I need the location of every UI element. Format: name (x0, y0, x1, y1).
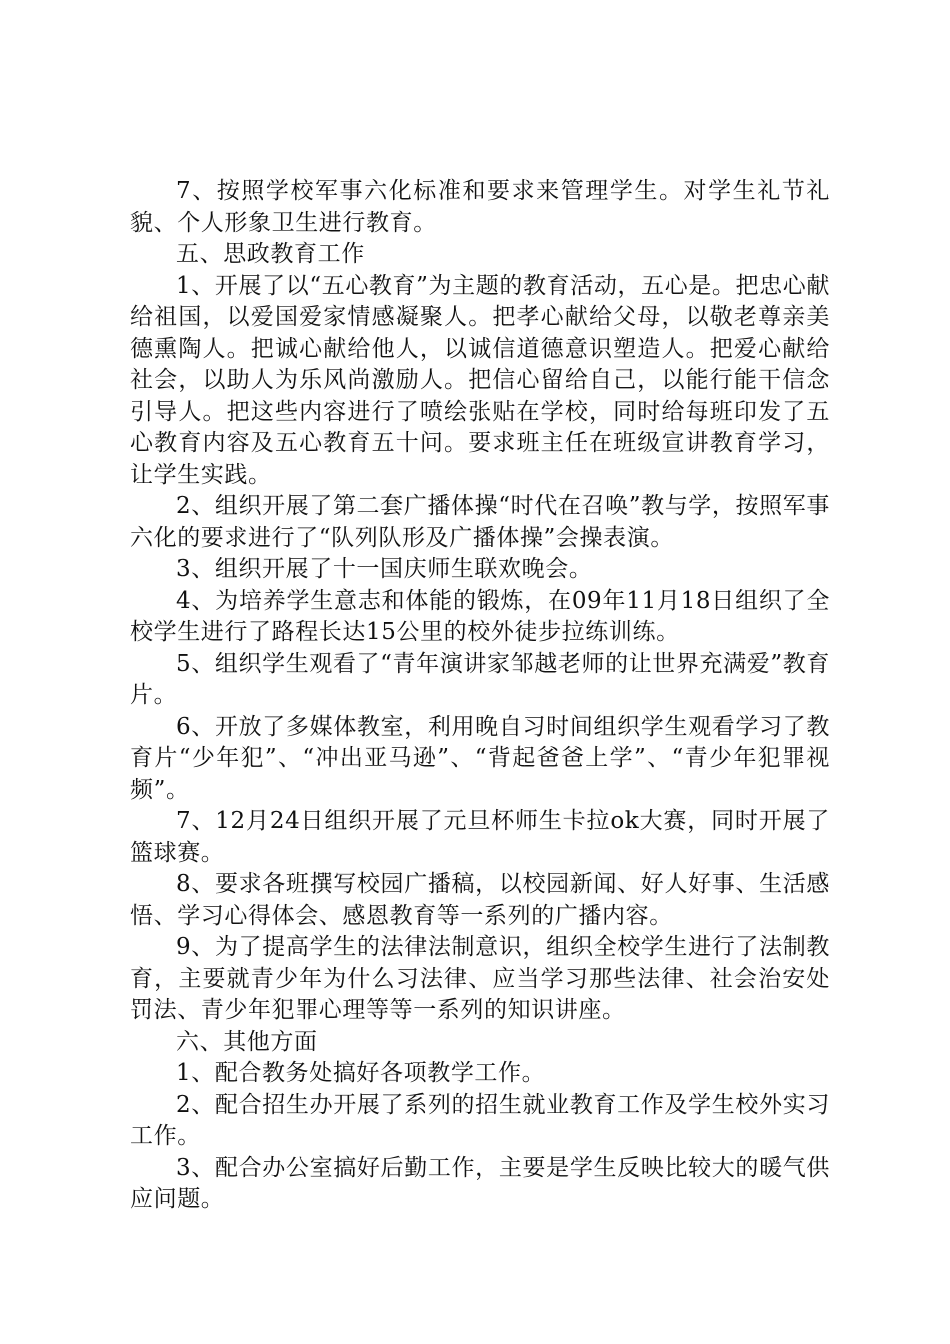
paragraph-karaoke-contest: 7、12月24日组织开展了元旦杯师生卡拉ok大赛，同时开展了篮球赛。 (130, 808, 830, 866)
paragraph-education-film: 5、组织学生观看了“青年演讲家邹越老师的让世界充满爱”教育片。 (130, 650, 830, 708)
paragraph-broadcast-exercise: 2、组织开展了第二套广播体操“时代在召唤”教与学，按照军事六化的要求进行了“队列队形及广播体操”会操表演。 (130, 493, 830, 551)
paragraph-item-7-management: 7、按照学校军事六化标准和要求来管理学生。对学生礼节礼貌、个人形象卫生进行教育。 (130, 178, 830, 236)
document-body (130, 176, 830, 1216)
paragraph-national-day-party: 3、组织开展了十一国庆师生联欢晚会。 (176, 556, 593, 582)
paragraph-multimedia-classroom: 6、开放了多媒体教室，利用晚自习时间组织学生观看学习了教育片“少年犯”、“冲出亚马逊”、“背起爸爸上学”、“青少年犯罪视频”。 (130, 713, 830, 803)
paragraph-logistics-support: 3、配合办公室搞好后勤工作，主要是学生反映比较大的暖气供应问题。 (130, 1154, 830, 1212)
paragraph-campus-broadcast: 8、要求各班撰写校园广播稿，以校园新闻、好人好事、生活感悟、学习心得体会、感恩教育等一系列的广播内容。 (130, 871, 830, 929)
paragraph-hiking-training: 4、为培养学生意志和体能的锻炼，在09年11月18日组织了全校学生进行了路程长达15公里的校外徒步拉练训练。 (130, 587, 830, 645)
paragraph-five-hearts-education: 1、开展了以“五心教育”为主题的教育活动，五心是。把忠心献给祖国，以爱国爱家情感凝聚人。把孝心献给父母，以敬老尊亲美德熏陶人。把诚心献给他人，以诚信道德意识塑造人。把爱心献给社会，以助人为乐风尚激励人。把信心留给自己，以能行能干信念引导人。把这些内容进行了喷绘张贴在学校，同时给每班印发了五心教育内容及五心教育五十问。要求班主任在班级宣讲教育学习，让学生实践。 (130, 272, 830, 488)
section-heading-ideological-education: 五、思政教育工作 (176, 241, 365, 267)
section-heading-other-aspects: 六、其他方面 (176, 1028, 318, 1055)
paragraph-teaching-support: 1、配合教务处搞好各项教学工作。 (176, 1060, 546, 1086)
paragraph-enrollment-support: 2、配合招生办开展了系列的招生就业教育工作及学生校外实习工作。 (130, 1091, 830, 1149)
paragraph-legal-education: 9、为了提高学生的法律法制意识，组织全校学生进行了法制教育，主要就青少年为什么习法律、应当学习那些法律、社会治安处罚法、青少年犯罪心理等等一系列的知识讲座。 (130, 934, 830, 1023)
